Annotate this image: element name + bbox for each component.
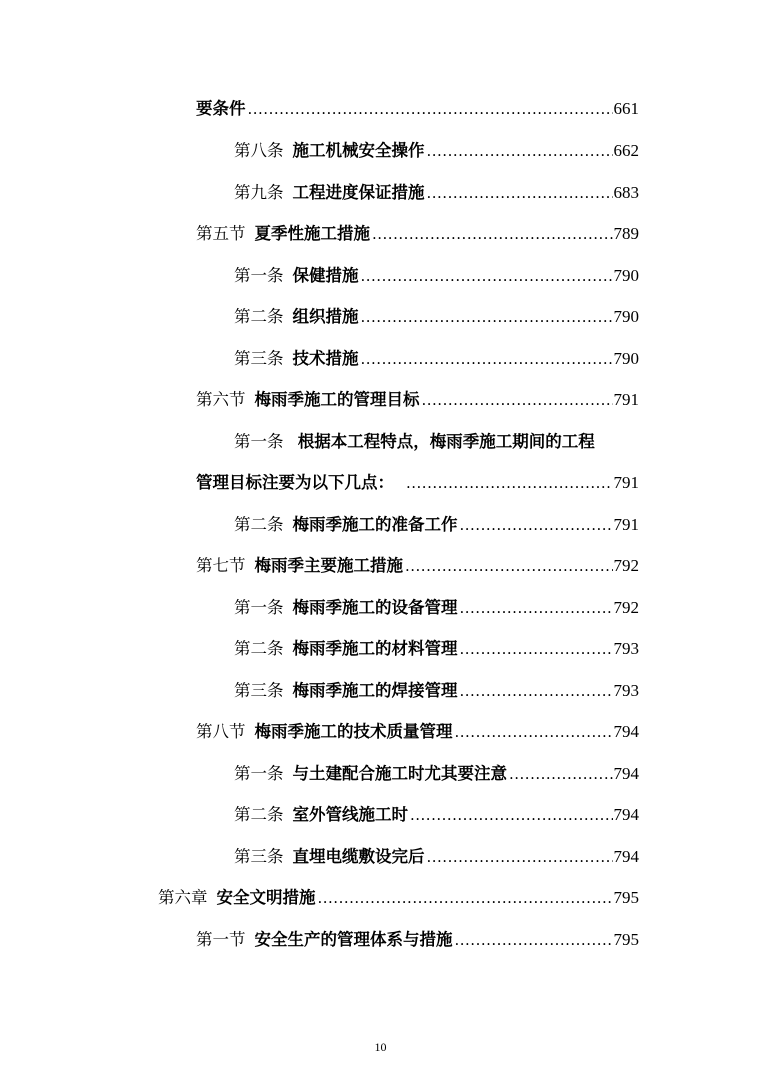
dot-leader	[427, 181, 613, 205]
toc-entry[interactable]	[234, 679, 639, 703]
toc-prefix: 第一条	[234, 432, 284, 451]
toc-title: 梅雨季施工的材料管理	[292, 639, 458, 658]
toc-prefix: 第二条	[234, 515, 284, 534]
toc-page-number: 791	[613, 390, 639, 409]
toc-page-number: 795	[613, 930, 639, 949]
toc-title: 梅雨季施工的管理目标	[254, 390, 420, 409]
toc-entry[interactable]	[234, 803, 639, 827]
dot-leader	[509, 762, 613, 786]
toc-page-number: 794	[613, 764, 639, 783]
toc-prefix: 第一节	[196, 930, 246, 949]
toc-entry[interactable]	[158, 886, 639, 910]
toc-page-number: 789	[613, 224, 639, 243]
toc-prefix: 第二条	[234, 307, 284, 326]
toc-title: 与土建配合施工时尤其要注意	[292, 764, 507, 783]
toc-title: 夏季性施工措施	[254, 224, 370, 243]
toc-title: 组织措施	[292, 307, 359, 326]
dot-leader	[405, 554, 613, 578]
toc-entry[interactable]	[234, 762, 639, 786]
toc-title: 直埋电缆敷设完后	[292, 847, 425, 866]
dot-leader	[455, 720, 613, 744]
dot-leader	[427, 845, 613, 869]
dot-leader	[372, 222, 613, 246]
toc-page-number: 791	[613, 515, 639, 534]
toc-title: 梅雨季施工的技术质量管理	[254, 722, 453, 741]
toc-entry[interactable]	[234, 181, 639, 205]
toc-title: 梅雨季施工的焊接管理	[292, 681, 458, 700]
dot-leader	[460, 596, 613, 620]
toc-entry[interactable]	[234, 139, 639, 163]
toc-entry[interactable]	[196, 222, 639, 246]
toc-page-number: 795	[613, 888, 639, 907]
toc-prefix: 第六节	[196, 390, 246, 409]
dot-leader	[361, 347, 613, 371]
toc-title: 梅雨季主要施工措施	[254, 556, 403, 575]
toc-title: 保健措施	[292, 266, 359, 285]
toc-prefix: 第六章	[158, 888, 208, 907]
toc-page-number: 790	[613, 266, 639, 285]
page-footer-number: 10	[374, 1040, 387, 1054]
toc-entry[interactable]	[234, 845, 639, 869]
dot-leader	[410, 803, 613, 827]
dot-leader	[361, 264, 613, 288]
toc-prefix: 第五节	[196, 224, 246, 243]
toc-entry[interactable]	[196, 97, 639, 121]
toc-page-number: 793	[613, 681, 639, 700]
toc-prefix: 第三条	[234, 349, 284, 368]
toc-entry[interactable]	[234, 637, 639, 661]
dot-leader	[422, 388, 613, 412]
toc-prefix: 第九条	[234, 183, 284, 202]
toc-title: 梅雨季施工的准备工作	[292, 515, 458, 534]
toc-page-number: 792	[613, 556, 639, 575]
toc-entry[interactable]	[234, 347, 639, 371]
toc-page-number: 794	[613, 847, 639, 866]
toc-page-number: 683	[613, 183, 639, 202]
toc-title: 安全生产的管理体系与措施	[254, 930, 453, 949]
toc-page-number: 661	[613, 99, 639, 118]
toc-title: 根据本工程特点，梅雨季施工期间的工程	[297, 432, 595, 451]
dot-leader	[427, 139, 613, 163]
toc-title: 技术措施	[292, 349, 359, 368]
toc-entry[interactable]	[234, 513, 639, 537]
dot-leader	[248, 97, 613, 121]
toc-entry[interactable]	[196, 720, 639, 744]
toc-prefix: 第一条	[234, 266, 284, 285]
dot-leader	[361, 305, 613, 329]
toc-entry[interactable]	[196, 554, 639, 578]
toc-prefix: 第三条	[234, 847, 284, 866]
dot-leader	[460, 679, 613, 703]
toc-entry[interactable]	[234, 596, 639, 620]
toc-entry[interactable]	[234, 430, 595, 454]
toc-prefix: 第二条	[234, 805, 284, 824]
toc-title: 管理目标注要为以下几点：	[196, 473, 394, 492]
toc-title: 安全文明措施	[216, 888, 316, 907]
toc-page-number: 794	[613, 722, 639, 741]
dot-leader	[318, 886, 613, 910]
toc-prefix: 第一条	[234, 598, 284, 617]
toc-title: 工程进度保证措施	[292, 183, 425, 202]
dot-leader	[455, 928, 613, 952]
toc-entry[interactable]	[196, 388, 639, 412]
toc-entry[interactable]	[234, 264, 639, 288]
toc-prefix: 第二条	[234, 639, 284, 658]
toc-page-number: 662	[613, 141, 639, 160]
dot-leader	[460, 513, 613, 537]
toc-page-number: 790	[613, 349, 639, 368]
toc-title: 室外管线施工时	[292, 805, 408, 824]
toc-title: 要条件	[196, 99, 246, 118]
toc-prefix: 第八节	[196, 722, 246, 741]
toc-page-number: 791	[613, 473, 639, 492]
toc-entry[interactable]	[196, 928, 639, 952]
toc-page-number: 794	[613, 805, 639, 824]
toc-page-number: 790	[613, 307, 639, 326]
toc-title: 施工机械安全操作	[292, 141, 425, 160]
toc-title: 梅雨季施工的设备管理	[292, 598, 458, 617]
toc-prefix: 第一条	[234, 764, 284, 783]
toc-prefix: 第八条	[234, 141, 284, 160]
toc-page-number: 793	[613, 639, 639, 658]
dot-leader	[460, 637, 613, 661]
toc-page-number: 792	[613, 598, 639, 617]
toc-entry-continuation[interactable]	[196, 471, 639, 495]
dot-leader	[406, 471, 613, 495]
toc-prefix: 第七节	[196, 556, 246, 575]
toc-entry[interactable]	[234, 305, 639, 329]
toc-prefix: 第三条	[234, 681, 284, 700]
